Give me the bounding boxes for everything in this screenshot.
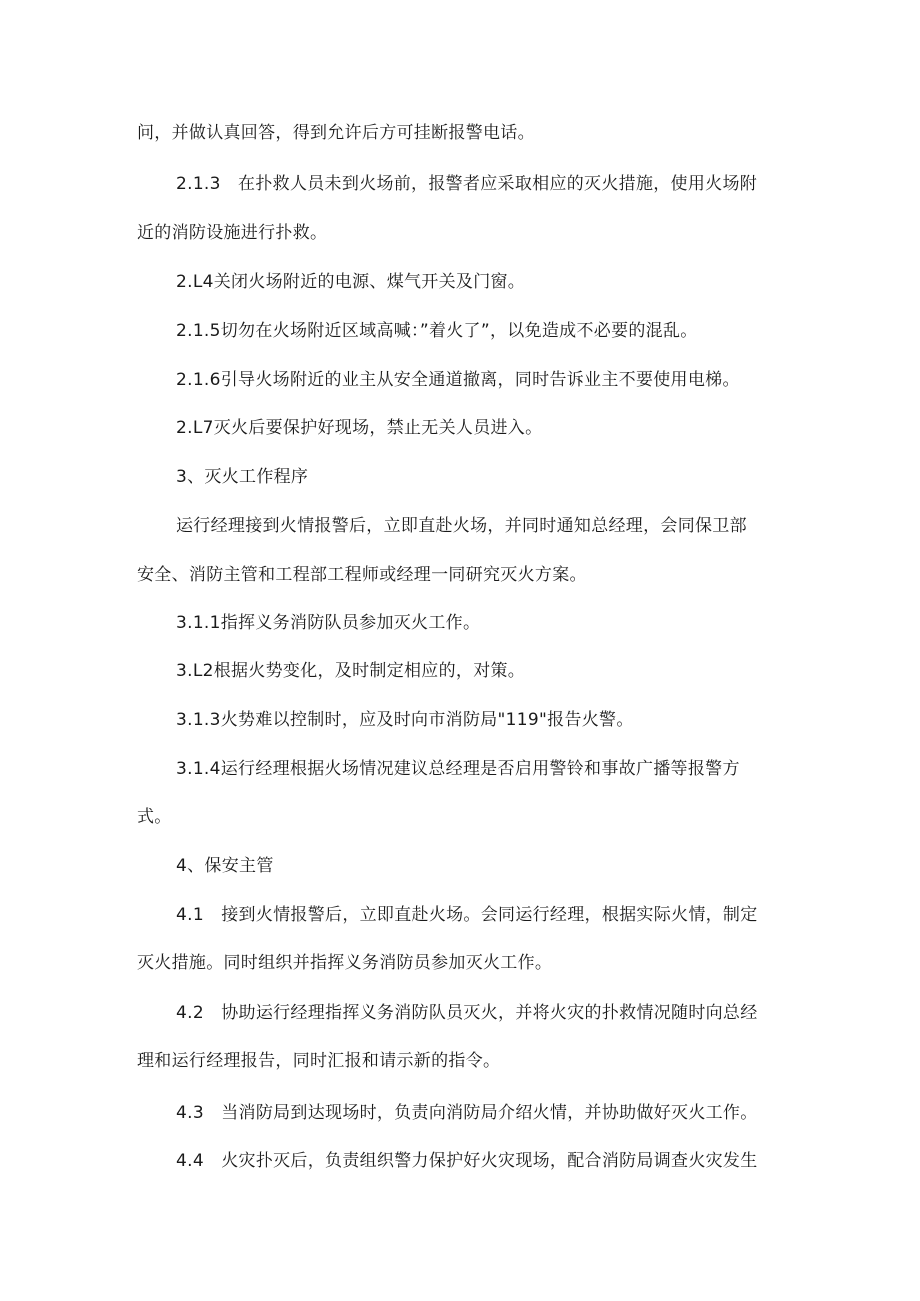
text-line: 3.1.1指挥义务消防队员参加灭火工作。 [176,613,481,633]
section-heading: 4、保安主管 [176,856,274,876]
text-line: 安全、消防主管和工程部工程师或经理一同研究灭火方案。 [137,565,587,585]
text-line: 2.1.5切勿在火场附近区域高喊：”着火了”，以免造成不必要的混乱。 [176,321,698,341]
text-line: 问，并做认真回答，得到允许后方可挂断报警电话。 [137,123,535,143]
text-line: 灭火措施。同时组织并指挥义务消防员参加灭火工作。 [137,953,553,973]
text-line: 3.1.4运行经理根据火场情况建议总经理是否启用警铃和事故广播等报警方 [176,759,740,779]
text-line: 理和运行经理报告，同时汇报和请示新的指令。 [137,1051,501,1071]
text-line: 近的消防设施进行扑救。 [137,223,328,243]
text-line: 3.L2根据火势变化，及时制定相应的，对策。 [176,661,526,681]
section-heading: 3、灭火工作程序 [176,467,309,487]
text-line: 4.4 火灾扑灭后，负责组织警力保护好火灾现场，配合消防局调查火灾发生 [176,1151,758,1171]
text-line: 2.1.6引导火场附近的业主从安全通道撤离，同时告诉业主不要使用电梯。 [176,370,740,390]
text-line: 2.L7灭火后要保护好现场，禁止无关人员进入。 [176,418,543,438]
text-line: 4.3 当消防局到达现场时，负责向消防局介绍火情，并协助做好灭火工作。 [176,1103,758,1123]
text-line: 2.1.3 在扑救人员未到火场前，报警者应采取相应的灭火措施，使用火场附 [176,174,758,194]
text-line: 4.1 接到火情报警后，立即直赴火场。会同运行经理，根据实际火情，制定 [176,905,758,925]
text-line: 2.L4关闭火场附近的电源、煤气开关及门窗。 [176,272,526,292]
text-line: 4.2 协助运行经理指挥义务消防队员灭火，并将火灾的扑救情况随时向总经 [176,1003,758,1023]
text-line: 运行经理接到火情报警后，立即直赴火场，并同时通知总经理，会同保卫部 [176,516,747,536]
text-line: 式。 [137,807,172,827]
text-line: 3.1.3火势难以控制时，应及时向市消防局"119"报告火警。 [176,710,634,730]
